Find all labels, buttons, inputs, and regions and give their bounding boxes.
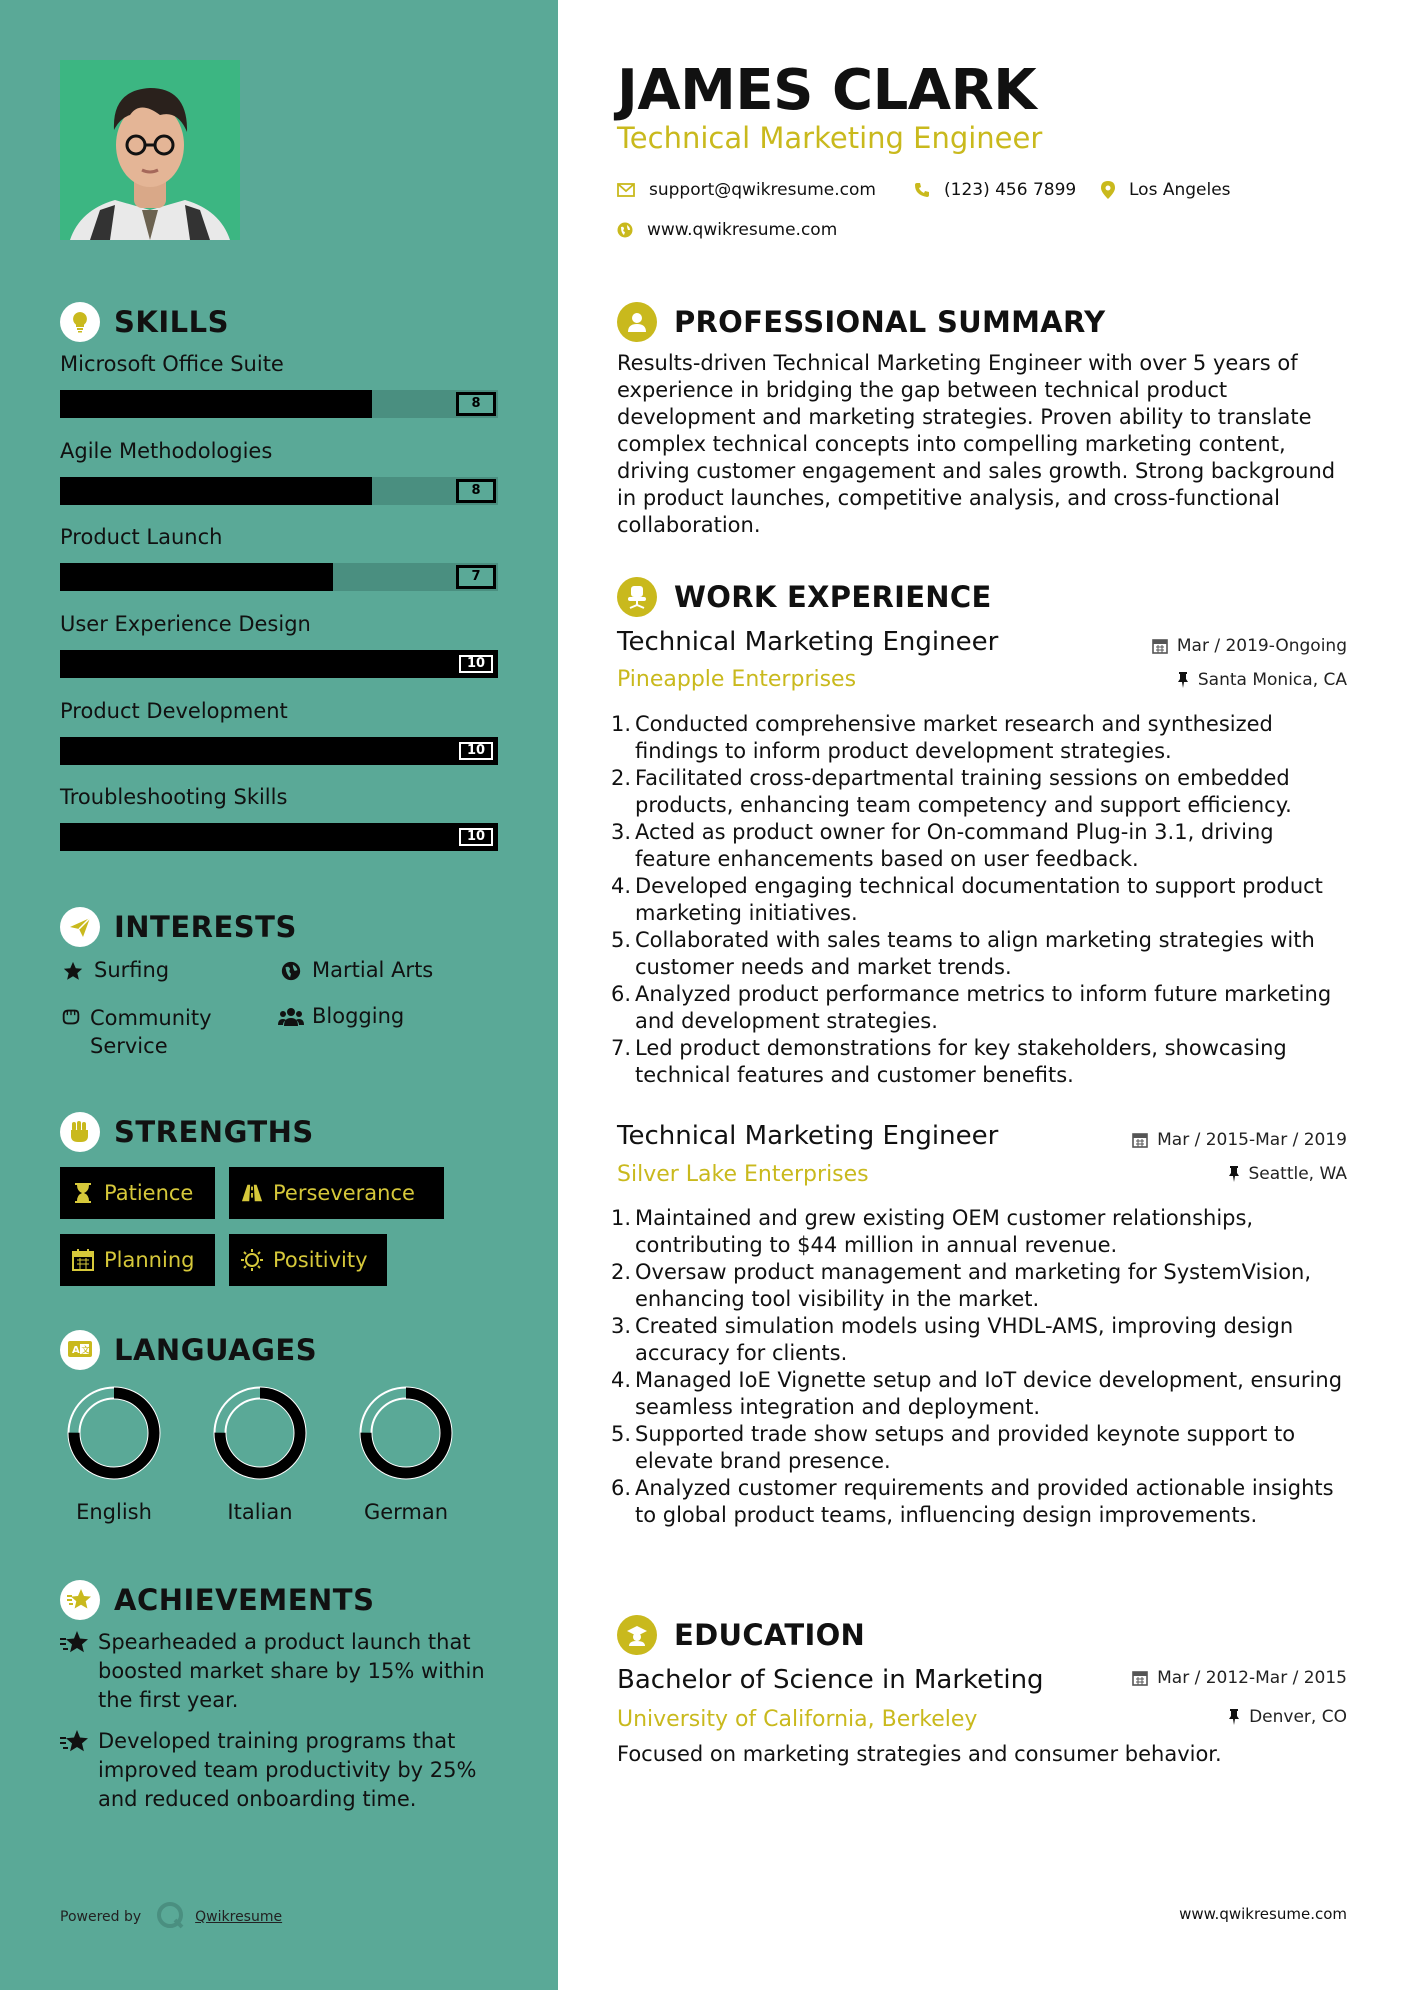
skill-name: Agile Methodologies (60, 439, 273, 463)
calendar-icon (1152, 638, 1168, 654)
pushpin-icon (1228, 1709, 1240, 1725)
summary-heading (617, 301, 1105, 343)
interest-label: Blogging (312, 1004, 405, 1028)
work-title: WORK EXPERIENCE (674, 580, 992, 614)
job-bullet (610, 765, 1355, 819)
summary-title: PROFESSIONAL SUMMARY (674, 305, 1106, 339)
bullet-text: Oversaw product management and marketing for SystemVision, enhancing tool visibility in the market. (635, 1260, 1312, 1311)
email-text: support@qwikresume.com (649, 180, 876, 200)
strength-label: Positivity (273, 1248, 368, 1272)
star-badge-icon (60, 1727, 98, 1814)
job-title: Technical Marketing Engineer (617, 1121, 999, 1151)
envelope-icon (617, 183, 635, 197)
skill-score: 10 (456, 739, 496, 763)
globe-icon (278, 958, 304, 984)
job-dates (1152, 636, 1347, 656)
skill-bar-fill (60, 390, 372, 418)
bullet-number: 3. (610, 1314, 631, 1338)
interest-label: Surfing (94, 958, 170, 982)
bullet-text: Facilitated cross-departmental training sessions on embedded products, enhancing team competency and support efficiency. (635, 766, 1292, 817)
job-bullet (610, 711, 1355, 765)
fist-icon (60, 1112, 100, 1152)
language-name: English (76, 1500, 152, 1524)
skill-bar (60, 563, 498, 591)
job-dates (1132, 1130, 1347, 1150)
job-bullet (610, 1475, 1355, 1529)
language-name: Italian (227, 1500, 293, 1524)
candidate-name: JAMES CLARK (617, 58, 1037, 123)
job-company: Pineapple Enterprises (617, 667, 857, 692)
bullet-text: Developed engaging technical documentation to support product marketing initiatives. (635, 874, 1323, 925)
achievement-text: Developed training programs that improved team productivity by 25% and reduced onboarding time. (98, 1729, 477, 1811)
job-bullet (610, 819, 1355, 873)
graduate-icon (617, 1615, 657, 1655)
bullet-text: Acted as product owner for On-command Plug-in 3.1, driving feature enhancements based on user feedback. (635, 820, 1274, 871)
bullet-number: 6. (610, 1476, 631, 1500)
education-description: Focused on marketing strategies and consumer behavior. (617, 1742, 1222, 1766)
star-badge-icon (60, 1628, 98, 1715)
education-location (1228, 1707, 1347, 1727)
contact-email[interactable] (617, 180, 876, 200)
pushpin-icon (1228, 1166, 1240, 1182)
job-company: Silver Lake Enterprises (617, 1162, 869, 1187)
strength-tag (229, 1234, 387, 1286)
achievement-item (60, 1727, 500, 1814)
job-bullet (610, 1035, 1355, 1089)
bullet-text: Managed IoE Vignette setup and IoT device development, ensuring seamless integration and deployment. (635, 1368, 1343, 1419)
contact-location (1101, 180, 1231, 200)
bullet-text: Maintained and grew existing OEM customer relationships, contributing to $44 million in annual revenue. (635, 1206, 1254, 1257)
powered-by (60, 1900, 282, 1934)
job-location-text: Seattle, WA (1248, 1164, 1347, 1184)
sun-icon (241, 1249, 263, 1271)
bullet-number: 3. (610, 820, 631, 844)
language-ring (358, 1385, 454, 1485)
candidate-role: Technical Marketing Engineer (617, 121, 1043, 155)
interest-item (278, 958, 433, 984)
job-dates-text: Mar / 2015-Mar / 2019 (1157, 1130, 1347, 1150)
svg-text:文: 文 (81, 1345, 90, 1355)
svg-text:A: A (72, 1345, 80, 1356)
strength-label: Patience (104, 1181, 194, 1205)
languages-heading (60, 1330, 317, 1370)
interests-title: INTERESTS (114, 910, 297, 944)
skill-score: 10 (456, 652, 496, 676)
qwikresume-link[interactable]: Qwikresume (195, 1909, 283, 1925)
footer-url[interactable]: www.qwikresume.com (1179, 1905, 1347, 1923)
bullet-text: Analyzed product performance metrics to inform future marketing and development strategies. (635, 982, 1332, 1033)
bullet-number: 4. (610, 874, 631, 898)
bullet-text: Supported trade show setups and provided keynote support to elevate brand presence. (635, 1422, 1296, 1473)
education-dates (1132, 1668, 1347, 1688)
strength-tag (60, 1167, 215, 1219)
strengths-title: STRENGTHS (114, 1115, 314, 1149)
interest-label: Community Service (90, 1006, 212, 1058)
contact-phone[interactable] (914, 180, 1076, 200)
strength-tag (229, 1167, 444, 1219)
job-bullet (610, 1367, 1355, 1421)
location-text: Los Angeles (1129, 180, 1231, 200)
calendar-icon (72, 1249, 94, 1271)
road-icon (241, 1182, 263, 1204)
bullet-text: Led product demonstrations for key stakeholders, showcasing technical features and customer benefits. (635, 1036, 1287, 1087)
education-heading (617, 1614, 865, 1656)
bullet-text: Created simulation models using VHDL-AMS, improving design accuracy for clients. (635, 1314, 1294, 1365)
office-chair-icon (617, 577, 657, 617)
job-bullets (610, 1205, 1355, 1529)
job-dates-text: Mar / 2019-Ongoing (1176, 636, 1347, 656)
skill-score: 7 (456, 565, 496, 589)
language-icon (60, 1330, 100, 1370)
strength-tag (60, 1234, 215, 1286)
language-name: German (363, 1500, 449, 1524)
skill-name: Product Launch (60, 525, 223, 549)
skill-bar-fill (60, 477, 372, 505)
language-ring (212, 1385, 308, 1485)
qwikresume-logo-icon (155, 1900, 185, 1934)
education-title: EDUCATION (674, 1618, 866, 1652)
languages-title: LANGUAGES (114, 1333, 318, 1367)
strengths-heading (60, 1112, 314, 1152)
job-bullet (610, 1205, 1355, 1259)
bullet-number: 5. (610, 1422, 631, 1446)
skill-bar-fill (60, 823, 498, 851)
language-ring (66, 1385, 162, 1485)
achievement-item (60, 1628, 500, 1715)
skill-bar-fill (60, 563, 333, 591)
job-bullet (610, 927, 1355, 981)
bullet-number: 6. (610, 982, 631, 1006)
interest-label: Martial Arts (312, 958, 434, 982)
summary-text: Results-driven Technical Marketing Engineer with over 5 years of experience in bridging the gap between technical product development and marketing strategies. Proven ability to translate complex technical concepts into compelling marketing content, driving customer engagement and sales growth. Strong background in product launches, competitive analysis, and cross-functional collaboration. (617, 351, 1336, 537)
skill-score: 10 (456, 825, 496, 849)
strength-label: Perseverance (273, 1181, 415, 1205)
calendar-icon (1132, 1132, 1148, 1148)
education-school: University of California, Berkeley (617, 1707, 978, 1732)
skill-score: 8 (456, 479, 496, 503)
interest-item (60, 1004, 260, 1060)
powered-by-label: Powered by (60, 1909, 142, 1925)
bullet-number: 2. (610, 1260, 631, 1284)
group-icon (278, 1004, 304, 1030)
skill-bar-fill (60, 737, 498, 765)
hand-icon (60, 1004, 82, 1030)
skill-bar-fill (60, 650, 498, 678)
bullet-number: 1. (610, 1206, 631, 1230)
education-location-text: Denver, CO (1249, 1707, 1347, 1727)
skill-score: 8 (456, 392, 496, 416)
job-location (1228, 1164, 1348, 1184)
interest-item (60, 958, 169, 984)
skill-name: User Experience Design (60, 612, 311, 636)
skills-title: SKILLS (114, 305, 229, 339)
bullet-number: 1. (610, 712, 631, 736)
bullet-text: Conducted comprehensive market research and synthesized findings to inform product development strategies. (635, 712, 1273, 763)
bullet-number: 7. (610, 1036, 631, 1060)
bullet-text: Analyzed customer requirements and provided actionable insights to global product teams, influencing design improvements. (635, 1476, 1334, 1527)
skill-bar (60, 650, 498, 678)
paper-plane-icon (60, 907, 100, 947)
education-dates-text: Mar / 2012-Mar / 2015 (1157, 1668, 1347, 1688)
website-text: www.qwikresume.com (647, 220, 838, 240)
globe-icon (617, 222, 633, 238)
achievements-title: ACHIEVEMENTS (114, 1583, 375, 1617)
calendar-icon (1132, 1670, 1148, 1686)
achievement-text: Spearheaded a product launch that boosted market share by 15% within the first year. (98, 1630, 485, 1712)
bullet-number: 4. (610, 1368, 631, 1392)
job-bullets (610, 711, 1355, 1089)
job-location (1177, 670, 1347, 690)
user-icon (617, 302, 657, 342)
strength-label: Planning (104, 1248, 195, 1272)
star-icon (60, 958, 86, 984)
hourglass-icon (72, 1182, 94, 1204)
skill-name: Product Development (60, 699, 288, 723)
job-bullet (610, 873, 1355, 927)
job-bullet (610, 1421, 1355, 1475)
interests-heading (60, 907, 297, 947)
skill-name: Microsoft Office Suite (60, 352, 284, 376)
map-pin-icon (1101, 181, 1115, 199)
skill-bar (60, 737, 498, 765)
job-title: Technical Marketing Engineer (617, 627, 999, 657)
interest-item (278, 1004, 404, 1030)
skill-bar (60, 390, 498, 418)
profile-photo (60, 60, 240, 240)
bullet-text: Collaborated with sales teams to align marketing strategies with customer needs and market trends. (635, 928, 1315, 979)
job-bullet (610, 981, 1355, 1035)
pushpin-icon (1177, 672, 1189, 688)
star-badge-icon (60, 1580, 100, 1620)
lightbulb-icon (60, 302, 100, 342)
skill-bar (60, 823, 498, 851)
job-location-text: Santa Monica, CA (1197, 670, 1347, 690)
education-degree: Bachelor of Science in Marketing (617, 1665, 1044, 1695)
bullet-number: 5. (610, 928, 631, 952)
work-heading (617, 576, 992, 618)
phone-text: (123) 456 7899 (944, 180, 1077, 200)
job-bullet (610, 1259, 1355, 1313)
skills-heading (60, 302, 229, 342)
achievements-heading (60, 1580, 374, 1620)
bullet-number: 2. (610, 766, 631, 790)
contact-website[interactable] (617, 220, 837, 240)
skill-name: Troubleshooting Skills (60, 785, 288, 809)
skill-bar (60, 477, 498, 505)
sidebar (0, 0, 558, 1990)
job-bullet (610, 1313, 1355, 1367)
phone-icon (914, 182, 930, 198)
